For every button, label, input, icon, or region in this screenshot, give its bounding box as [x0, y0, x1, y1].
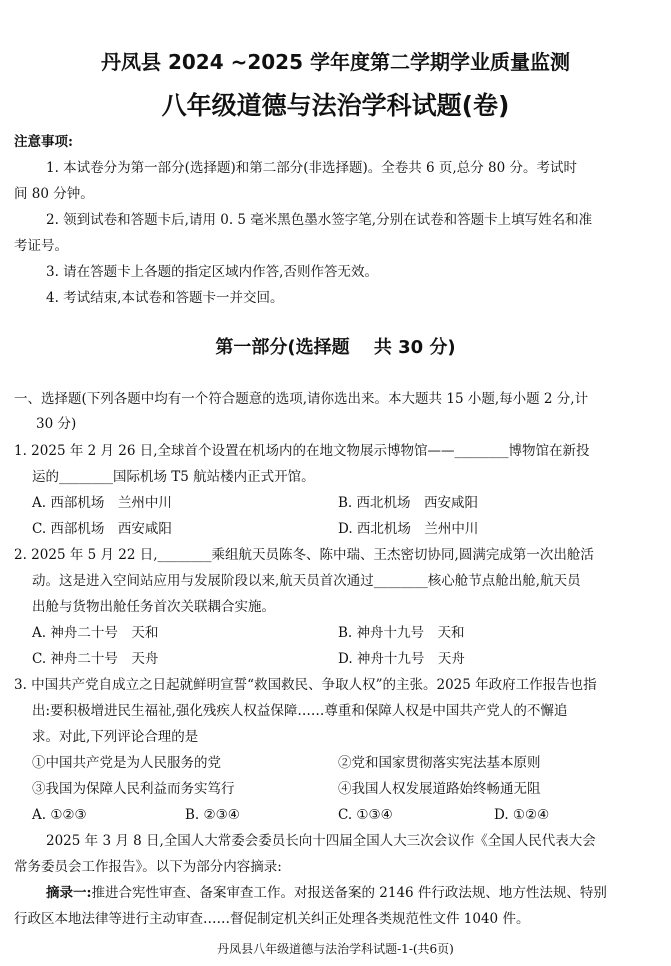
q3-option-b: B. ②③④ — [185, 807, 240, 823]
q1-option-c: C. 西部机场 西安咸阳 — [32, 521, 172, 537]
passage-line1: 2025 年 3 月 8 日,全国人大常委会委员长向十四届全国人大三次会议作《全国人民代表大会 — [46, 833, 596, 849]
q2-option-b: B. 神舟十九号 天和 — [338, 625, 465, 641]
q3-line1: 3. 中国共产党自成立之日起就鲜明宣誓“救国救民、争取人权”的主张。2025 年政府工作报告也指 — [14, 677, 597, 693]
part1-instruction-line2: 30 分) — [36, 416, 77, 432]
q1-option-a: A. 西部机场 兰州中川 — [32, 495, 172, 511]
notice-item3: 3. 请在答题卡上各题的指定区域内作答,否则作答无效。 — [46, 264, 378, 280]
q3-statement-2: ②党和国家贯彻落实宪法基本原则 — [338, 755, 541, 771]
page-footer: 丹凤县八年级道德与法治学科试题-1-(共6页) — [217, 942, 454, 956]
q3-statement-1: ①中国共产党是为人民服务的党 — [32, 755, 221, 771]
q3-option-c: C. ①③④ — [338, 807, 393, 823]
q1-line2: 运的________国际机场 T5 航站楼内正式开馆。 — [32, 469, 315, 485]
q2-line1: 2. 2025 年 5 月 22 日,________乘组航天员陈冬、陈中瑞、王杰密切协同,圆满完成第一次出舱活 — [14, 547, 594, 563]
notice-heading: 注意事项: — [14, 134, 73, 150]
excerpt-text: 推进合宪性审查、备案审查工作。对报送备案的 2146 件行政法规、地方性法规、特别 — [91, 885, 607, 901]
passage-line2: 常务委员会工作报告》。以下为部分内容摘录: — [14, 859, 282, 875]
q3-line3: 求。对此,下列评论合理的是 — [32, 729, 199, 745]
excerpt-label: 摘录一: — [46, 885, 92, 901]
passage-excerpt-line2: 行政区本地法律等进行主动审查……督促制定机关纠正处理各类规范性文件 1040 件。 — [14, 911, 530, 927]
exam-title-line1: 丹凤县 2024 ~2025 学年度第二学期学业质量监测 — [101, 50, 570, 74]
part1-instruction-line1: 一、选择题(下列各题中均有一个符合题意的选项,请你选出来。本大题共 15 小题,每小题 2 分,计 — [14, 391, 589, 407]
q1-line1: 1. 2025 年 2 月 26 日,全球首个设置在机场内的在地文物展示博物馆——________博物馆在新投 — [14, 443, 590, 459]
notice-item1-line2: 间 80 分钟。 — [14, 186, 94, 202]
notice-item2-line2: 考证号。 — [14, 238, 68, 254]
notice-item4: 4. 考试结束,本试卷和答题卡一并交回。 — [46, 290, 284, 306]
q2-option-a: A. 神舟二十号 天和 — [32, 625, 159, 641]
q3-statement-3: ③我国为保障人民利益而务实笃行 — [32, 781, 235, 797]
passage-excerpt-line1 — [46, 884, 607, 902]
q2-option-d: D. 神舟十九号 天舟 — [338, 651, 465, 667]
q1-option-b: B. 西北机场 西安咸阳 — [338, 495, 479, 511]
q2-line3: 出舱与货物出舱任务首次关联耦合实施。 — [32, 599, 275, 615]
q1-option-d: D. 西北机场 兰州中川 — [338, 521, 479, 537]
notice-item2-line1: 2. 领到试卷和答题卡后,请用 0. 5 毫米黑色墨水签字笔,分别在试卷和答题卡上填写姓名和准 — [46, 212, 593, 228]
notice-item1-line1: 1. 本试卷分为第一部分(选择题)和第二部分(非选择题)。全卷共 6 页,总分 80 分。考试时 — [46, 160, 577, 176]
q2-option-c: C. 神舟二十号 天舟 — [32, 651, 159, 667]
q3-statement-4: ④我国人权发展道路始终畅通无阻 — [338, 781, 541, 797]
exam-title-line2: 八年级道德与法治学科试题(卷) — [161, 91, 510, 120]
part1-title: 第一部分(选择题 共 30 分) — [215, 337, 456, 358]
q3-option-d: D. ①②④ — [494, 807, 550, 823]
q3-line2: 出:要积极增进民生福祉,强化残疾人权益保障……尊重和保障人权是中国共产党人的不懈追 — [32, 703, 568, 719]
q3-option-a: A. ①②③ — [32, 807, 87, 823]
q2-line2: 动。这是进入空间站应用与发展阶段以来,航天员首次通过________核心舱节点舱出舱,航天员 — [32, 573, 581, 589]
